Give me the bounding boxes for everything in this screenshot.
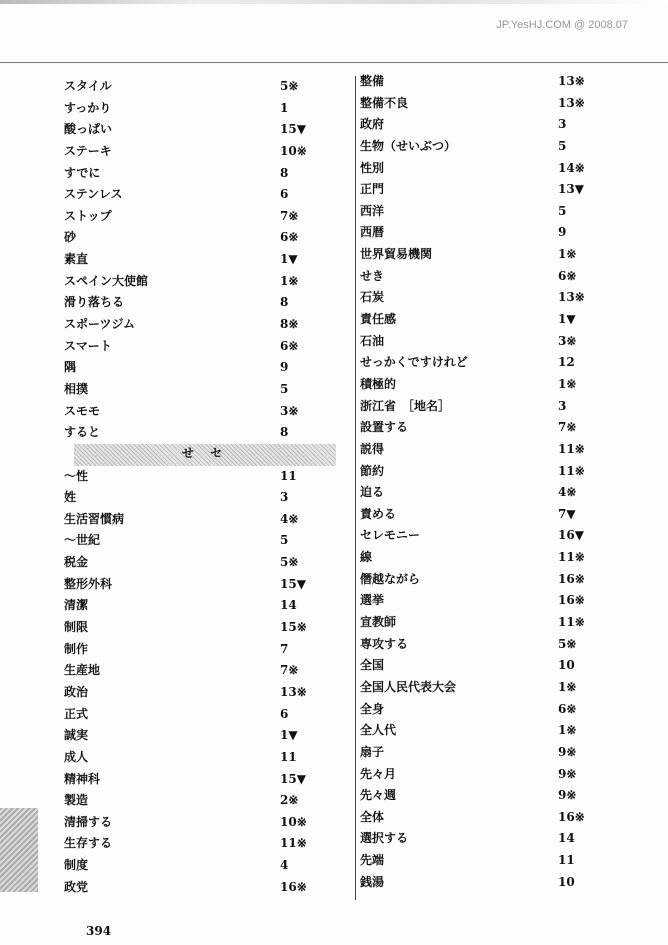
index-entry (360, 461, 630, 483)
index-entry (64, 314, 336, 336)
entry-lesson-number: 1▼ (558, 312, 576, 327)
entry-lesson-number: 16▼ (558, 528, 584, 543)
index-entry (64, 747, 336, 769)
index-entry (64, 119, 336, 141)
entry-term: 素直 (64, 252, 89, 267)
entry-list (64, 466, 336, 899)
entry-lesson-number: 16※ (558, 809, 585, 824)
entry-term: 清潔 (64, 598, 89, 613)
entry-term: 清掃する (64, 814, 113, 829)
entry-lesson-number: 5※ (558, 636, 577, 651)
entry-term: セレモニー (360, 528, 421, 543)
index-entry (360, 396, 630, 418)
entry-lesson-number: 9 (280, 360, 289, 375)
index-entry (64, 660, 336, 682)
entry-term: 迫る (360, 485, 385, 500)
entry-lesson-number: 15▼ (280, 576, 306, 591)
entry-lesson-number: 7※ (558, 420, 577, 435)
entry-lesson-number: 4※ (558, 485, 577, 500)
index-entry (64, 812, 336, 834)
left-column (64, 76, 336, 898)
entry-lesson-number: 10 (558, 874, 575, 889)
header-rule (0, 62, 668, 63)
entry-lesson-number: 14※ (558, 160, 585, 175)
entry-lesson-number: 8 (280, 425, 289, 440)
entry-term: 制限 (64, 620, 89, 635)
index-entry (64, 639, 336, 661)
index-entry (360, 244, 630, 266)
entry-lesson-number: 13※ (558, 95, 585, 110)
index-entry (360, 309, 630, 331)
index-entry (360, 331, 630, 353)
entry-lesson-number: 7▼ (558, 506, 576, 521)
entry-term: 全体 (360, 809, 385, 824)
entry-term: 選択する (360, 831, 409, 846)
entry-term: 僭越ながら (360, 571, 421, 586)
entry-lesson-number: 11※ (558, 463, 585, 478)
entry-lesson-number: 11 (280, 749, 297, 764)
entry-lesson-number: 1▼ (280, 728, 298, 743)
index-entry (360, 374, 630, 396)
entry-term: 制作 (64, 641, 89, 656)
entry-term: 政府 (360, 117, 385, 132)
entry-lesson-number: 1 (280, 100, 289, 115)
index-entry (64, 206, 336, 228)
entry-term: 成人 (64, 749, 89, 764)
entry-lesson-number: 2※ (280, 793, 299, 808)
entry-lesson-number: 11※ (558, 550, 585, 565)
index-entry (64, 141, 336, 163)
entry-lesson-number: 6※ (558, 268, 577, 283)
entry-lesson-number: 11 (280, 468, 297, 483)
entry-term: 製造 (64, 793, 89, 808)
entry-lesson-number: 11※ (558, 441, 585, 456)
entry-term: 西洋 (360, 203, 385, 218)
entry-lesson-number: 1※ (558, 679, 577, 694)
index-entry (360, 287, 630, 309)
entry-term: せき (360, 268, 385, 283)
entry-term: 節約 (360, 463, 385, 478)
index-entry (360, 764, 630, 786)
entry-lesson-number: 1※ (280, 273, 299, 288)
index-entry (360, 352, 630, 374)
index-entry (64, 487, 336, 509)
entry-term: ～世紀 (64, 533, 101, 548)
index-entry (64, 595, 336, 617)
entry-term: 西暦 (360, 225, 385, 240)
index-entry (360, 807, 630, 829)
entry-term: 説得 (360, 441, 385, 456)
entry-term: 生物（せいぶつ） (360, 138, 457, 153)
entry-term: 銭湯 (360, 874, 385, 889)
entry-lesson-number: 11※ (280, 836, 307, 851)
entry-term: 全身 (360, 701, 385, 716)
entry-lesson-number: 5 (558, 203, 567, 218)
entry-term: 砂 (64, 230, 77, 245)
entry-lesson-number: 1※ (558, 723, 577, 738)
entry-term: 専攻する (360, 636, 409, 651)
index-entry (360, 417, 630, 439)
index-entry (360, 590, 630, 612)
entry-term: 整備 (360, 74, 385, 88)
entry-lesson-number: 15※ (280, 620, 307, 635)
index-entry (64, 163, 336, 185)
entry-lesson-number: 4※ (280, 511, 299, 526)
entry-term: 整形外科 (64, 576, 113, 591)
entry-lesson-number: 14 (280, 598, 297, 613)
index-entry (360, 504, 630, 526)
index-entry (64, 877, 336, 899)
entry-lesson-number: 3※ (280, 403, 299, 418)
entry-lesson-number: 13※ (558, 290, 585, 305)
entry-lesson-number: 6※ (280, 230, 299, 245)
index-entry (360, 482, 630, 504)
entry-term: 全人代 (360, 723, 397, 738)
index-entry (360, 677, 630, 699)
index-entry (64, 76, 336, 98)
index-entry (360, 222, 630, 244)
index-entry (360, 179, 630, 201)
entry-term: 先端 (360, 853, 385, 868)
entry-lesson-number: 9※ (558, 788, 577, 803)
index-entry (64, 790, 336, 812)
index-entry (360, 742, 630, 764)
index-entry (360, 136, 630, 158)
index-entry (360, 850, 630, 872)
index-entry (64, 271, 336, 293)
index-entry (64, 833, 336, 855)
index-entry (360, 266, 630, 288)
entry-term: 石炭 (360, 290, 385, 305)
entry-lesson-number: 9 (558, 225, 567, 240)
entry-term: 隅 (64, 360, 77, 375)
entry-term: 世界貿易機関 (360, 247, 433, 262)
index-entry (64, 682, 336, 704)
entry-lesson-number: 14 (558, 831, 575, 846)
entry-term: 政党 (64, 879, 89, 894)
entry-term: 相撲 (64, 381, 89, 396)
entry-term: 設置する (360, 420, 409, 435)
entry-term: 積極的 (360, 376, 397, 391)
entry-term: 生活習慣病 (64, 511, 125, 526)
entry-term: すでに (64, 165, 101, 180)
entry-term: ステーキ (64, 143, 112, 158)
index-entry (360, 525, 630, 547)
entry-term: 選挙 (360, 593, 385, 608)
entry-lesson-number: 16※ (558, 593, 585, 608)
entry-lesson-number: 5※ (280, 555, 299, 570)
index-entry (64, 379, 336, 401)
index-entry (64, 769, 336, 791)
entry-lesson-number: 5※ (280, 79, 299, 93)
entry-term: 線 (360, 550, 373, 565)
entry-lesson-number: 3 (558, 398, 567, 413)
index-entry (360, 655, 630, 677)
entry-term: 姓 (64, 490, 77, 505)
entry-term: スタイル (64, 79, 112, 93)
entry-term: 浙江省 ［地名］ (360, 398, 451, 413)
entry-term: ステンレス (64, 187, 123, 202)
entry-lesson-number: 16※ (280, 879, 307, 894)
index-entry (360, 439, 630, 461)
entry-lesson-number: 4 (280, 858, 289, 873)
entry-lesson-number: 11※ (558, 615, 585, 630)
entry-term: 税金 (64, 555, 89, 570)
entry-list (64, 76, 336, 444)
scan-edge (0, 0, 668, 4)
index-entry (64, 509, 336, 531)
index-entry (64, 574, 336, 596)
page-number: 394 (86, 924, 112, 938)
index-entry (64, 98, 336, 120)
entry-term: 滑り落ちる (64, 295, 125, 310)
column-divider (355, 76, 356, 900)
index-entry (64, 227, 336, 249)
entry-lesson-number: 12 (558, 355, 575, 370)
index-entry (64, 249, 336, 271)
entry-term: 全国人民代表大会 (360, 679, 457, 694)
entry-lesson-number: 3 (280, 490, 289, 505)
entry-lesson-number: 15▼ (280, 122, 306, 137)
entry-lesson-number: 3※ (558, 333, 577, 348)
index-entry (360, 699, 630, 721)
index-entry (360, 872, 630, 894)
entry-term: 正式 (64, 706, 89, 721)
index-entry (64, 530, 336, 552)
entry-lesson-number: 7※ (280, 208, 299, 223)
entry-lesson-number: 9※ (558, 744, 577, 759)
entry-lesson-number: 3 (558, 117, 567, 132)
entry-lesson-number: 1※ (558, 247, 577, 262)
entry-term: すっかり (64, 100, 112, 115)
index-entry (64, 855, 336, 877)
index-entry (64, 552, 336, 574)
entry-term: 責める (360, 506, 397, 521)
entry-term: 整備不良 (360, 95, 409, 110)
index-entry (360, 634, 630, 656)
index-entry (64, 401, 336, 423)
entry-lesson-number: 10※ (280, 814, 307, 829)
entry-term: スペイン大使館 (64, 273, 149, 288)
index-entry (64, 422, 336, 444)
entry-term: ～性 (64, 468, 89, 483)
watermark: JP.YesHJ.COM @ 2008.07 (496, 19, 628, 31)
entry-lesson-number: 10 (558, 658, 575, 673)
entry-lesson-number: 16※ (558, 571, 585, 586)
index-entry (64, 704, 336, 726)
entry-term: ストップ (64, 208, 112, 223)
entry-term: 制度 (64, 858, 89, 873)
entry-lesson-number: 9※ (558, 766, 577, 781)
entry-lesson-number: 5 (280, 381, 289, 396)
entry-term: 宣教師 (360, 615, 397, 630)
index-entry (360, 547, 630, 569)
index-entry (360, 71, 630, 93)
index-entry (64, 357, 336, 379)
index-entry (360, 201, 630, 223)
entry-term: 正門 (360, 182, 385, 197)
entry-lesson-number: 7 (280, 641, 289, 656)
entry-lesson-number: 8 (280, 295, 289, 310)
entry-term: 生存する (64, 836, 113, 851)
entry-term: 責任感 (360, 312, 397, 327)
entry-term: 扇子 (360, 744, 385, 759)
entry-term: 誠実 (64, 728, 89, 743)
entry-term: 全国 (360, 658, 385, 673)
index-entry (64, 336, 336, 358)
entry-term: 先々週 (360, 788, 397, 803)
entry-lesson-number: 6※ (558, 701, 577, 716)
index-entry (360, 93, 630, 115)
entry-term: 生産地 (64, 663, 101, 678)
entry-term: 性別 (360, 160, 385, 175)
entry-lesson-number: 1※ (558, 376, 577, 391)
entry-term: スモモ (64, 403, 101, 418)
index-entry (360, 612, 630, 634)
entry-lesson-number: 5 (558, 138, 567, 153)
entry-lesson-number: 8※ (280, 317, 299, 332)
entry-lesson-number: 5 (280, 533, 289, 548)
entry-lesson-number: 6※ (280, 338, 299, 353)
index-entry (360, 114, 630, 136)
index-entry (64, 617, 336, 639)
index-entry (360, 569, 630, 591)
entry-lesson-number: 15▼ (280, 771, 306, 786)
index-entry (360, 158, 630, 180)
entry-term: せっかくですけれど (360, 355, 468, 370)
entry-term: スポーツジム (64, 317, 136, 332)
index-entry (64, 292, 336, 314)
entry-lesson-number: 8 (280, 165, 289, 180)
index-entry (360, 785, 630, 807)
entry-term: スマート (64, 338, 112, 353)
index-entry (64, 466, 336, 488)
entry-lesson-number: 1▼ (280, 252, 298, 267)
thumb-index-tab (0, 808, 38, 892)
entry-lesson-number: 6 (280, 187, 289, 202)
index-entry (360, 828, 630, 850)
entry-lesson-number: 13※ (280, 684, 307, 699)
entry-term: 政治 (64, 684, 89, 699)
right-column (360, 71, 630, 893)
entry-lesson-number: 11 (558, 853, 575, 868)
index-entry (64, 725, 336, 747)
entry-lesson-number: 6 (280, 706, 289, 721)
entry-term: 先々月 (360, 766, 397, 781)
entry-term: すると (64, 425, 101, 440)
entry-lesson-number: 13▼ (558, 182, 584, 197)
entry-term: 石油 (360, 333, 385, 348)
section-header-se: せ セ (74, 444, 336, 466)
entry-term: 精神科 (64, 771, 101, 786)
entry-lesson-number: 7※ (280, 663, 299, 678)
entry-term: 酸っぱい (64, 122, 113, 137)
index-entry (360, 720, 630, 742)
index-entry (64, 184, 336, 206)
entry-lesson-number: 10※ (280, 143, 307, 158)
entry-lesson-number: 13※ (558, 74, 585, 88)
